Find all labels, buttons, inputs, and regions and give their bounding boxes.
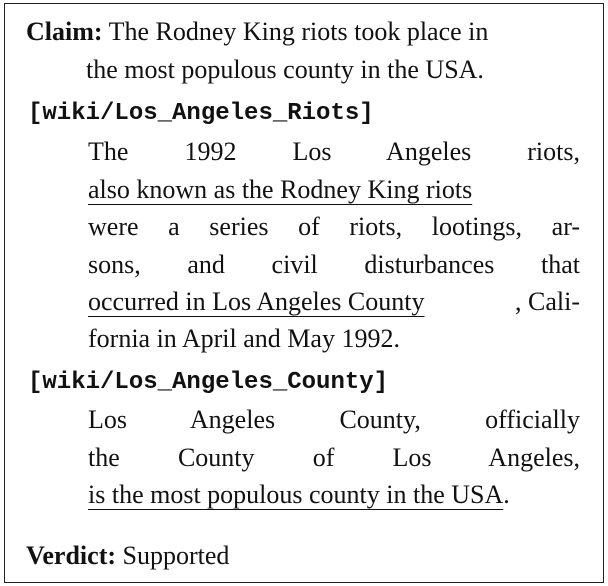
evidence-1-underlined-span: also known as the Rodney King riots xyxy=(88,175,473,204)
evidence-1-line-1: The 1992 Los Angeles riots, xyxy=(88,137,580,166)
evidence-1-line-4: sons, and civil disturbances that xyxy=(88,250,580,279)
evidence-1-line-6: fornia in April and May 1992. xyxy=(88,324,400,353)
verdict-label: Verdict: xyxy=(26,541,117,570)
evidence-2-underlined-span: is the most populous county in the USA xyxy=(88,480,504,509)
evidence-1-underlined-span-2: occurred in Los Angeles County xyxy=(88,287,425,316)
verdict-value: Supported xyxy=(122,541,230,570)
claim-line-2 xyxy=(86,54,582,86)
claim-text-line2: the most populous county in the USA. xyxy=(86,55,484,84)
evidence-source-2: [wiki/Los_Angeles_County] xyxy=(28,369,389,396)
evidence-source-1: [wiki/Los_Angeles_Riots] xyxy=(28,100,374,127)
claim-label: Claim: xyxy=(26,17,103,46)
evidence-1-line-5 xyxy=(88,286,580,318)
evidence-2-line-3-rest: . xyxy=(503,480,510,509)
evidence-2-line-1: Los Angeles County, officially xyxy=(88,405,580,434)
evidence-2-line-2: the County of Los Angeles, xyxy=(88,443,580,472)
evidence-2-line-3 xyxy=(88,479,510,511)
verdict-line xyxy=(26,540,229,572)
evidence-1-line-5-rest: , Cali- xyxy=(515,287,580,316)
evidence-1-line-3: were a series of riots, lootings, ar- xyxy=(88,212,580,241)
evidence-1-line-2 xyxy=(88,174,472,206)
claim-line-1 xyxy=(26,16,582,48)
claim-text-line1: The Rodney King riots took place in xyxy=(108,17,489,46)
